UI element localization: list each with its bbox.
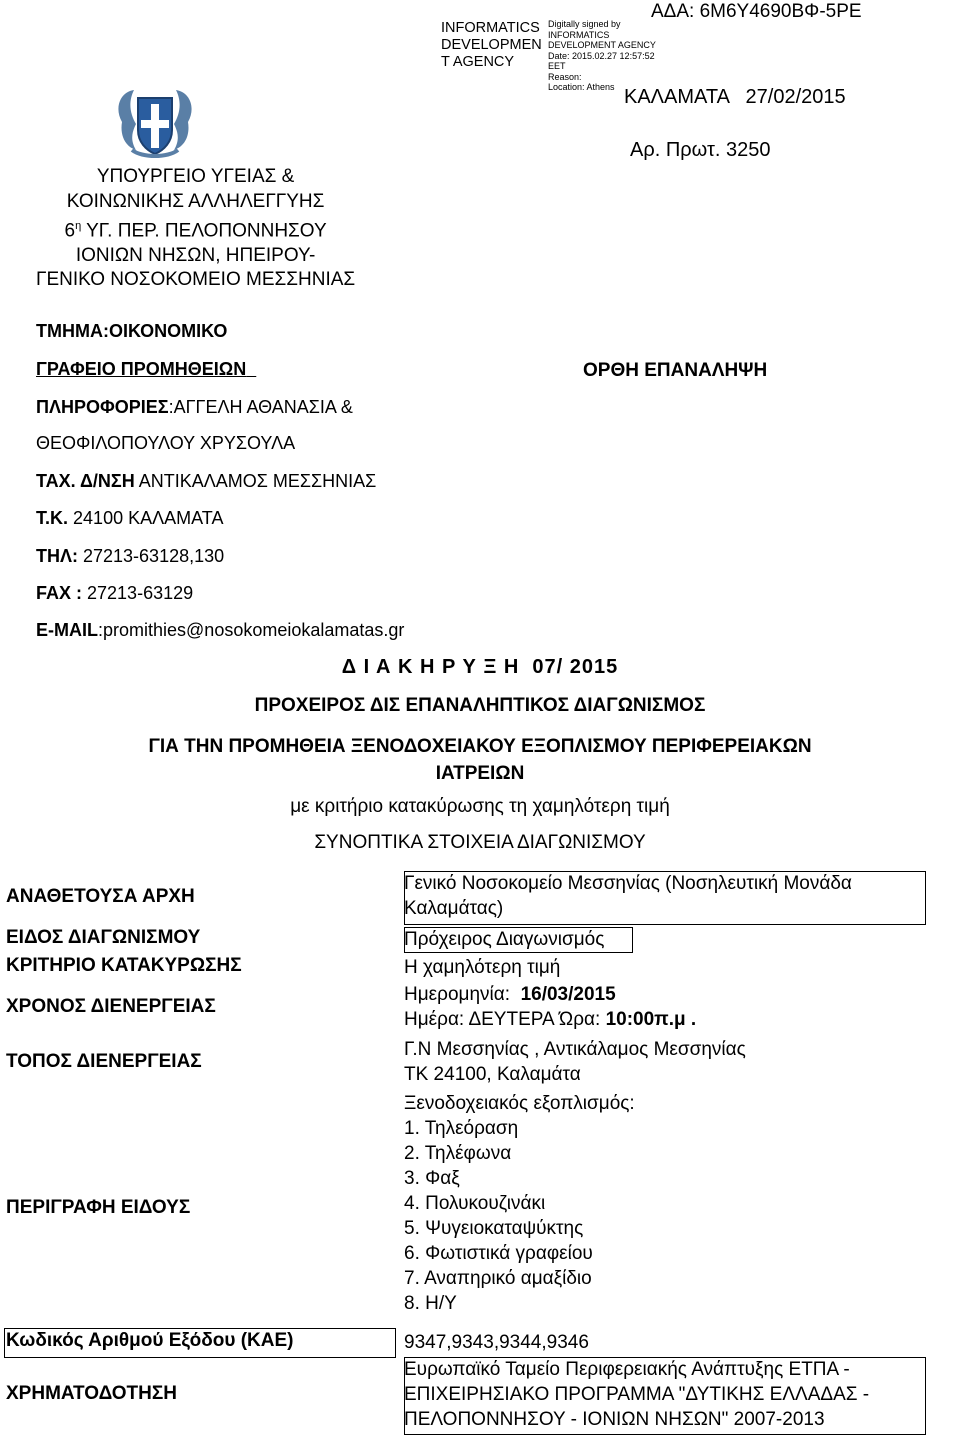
authority-box	[404, 871, 926, 925]
hospital-name: ΓΕΝΙΚΟ ΝΟΣΟΚΟΜΕΙΟ ΜΕΣΣΗΝΙΑΣ	[36, 269, 356, 291]
funding-box	[404, 1357, 926, 1435]
criterion-value: Η χαμηλότερη τιμή	[404, 957, 561, 978]
ministry-region-line	[36, 214, 355, 244]
funding-value: Ευρωπαϊκό Ταμείο Περιφερειακής Ανάπτυξης ΕΤΠΑ - ΕΠΙΧΕΙΡΗΣΙΑΚΟ ΠΡΟΓΡΑΜΜΑ "ΔΥΤΙΚΗΣ ΕΛΛΑΔΑΣ - ΠΕΛΟΠΟΝΝΗΣΟΥ - ΙΟΝΙΩΝ ΝΗΣΩΝ" 2007-2013	[404, 1359, 870, 1430]
correct-repetition-label: ΟΡΘΗ ΕΠΑΝΑΛΗΨΗ	[583, 360, 768, 381]
signature-meta-line: Digitally signed by	[548, 19, 621, 29]
criterion-label: ΚΡΙΤΗΡΙΟ ΚΑΤΑΚΥΡΩΣΗΣ	[6, 955, 242, 976]
award-criterion-line: με κριτήριο κατακύρωσης τη χαμηλότερη τιμή	[290, 796, 670, 817]
list-item: 2. Τηλέφωνα	[404, 1143, 512, 1164]
list-item: 8. Η/Υ	[404, 1293, 457, 1314]
ministry-line: ΚΟΙΝΩΝΙΚΗΣ ΑΛΛΗΛΕΓΓΥΗΣ	[66, 190, 325, 212]
document-date: ΚΑΛΑΜΑΤΑ 27/02/2015	[624, 86, 846, 108]
signature-meta-line: Reason:	[548, 71, 582, 82]
postal-code: Τ.Κ. 24100 ΚΑΛΑΜΑΤΑ	[36, 508, 224, 528]
email: E-MAIL:promithies@nosokomeiokalamatas.gr	[36, 620, 405, 640]
authority-value: Γενικό Νοσοκομείο Μεσσηνίας (Νοσηλευτική Μονάδα Καλαμάτας)	[404, 873, 852, 919]
place-value: Γ.Ν Μεσσηνίας , Αντικάλαμος Μεσσηνίας ΤΚ 24100, Καλαμάτα	[404, 1039, 746, 1085]
tender-type-label: ΕΙΔΟΣ ΔΙΑΓΩΝΙΣΜΟΥ	[6, 927, 201, 948]
fax: FAX : 27213-63129	[36, 583, 194, 603]
email-link[interactable]: :promithies@nosokomeiokalamatas.gr	[98, 620, 405, 640]
signature-meta-line: INFORMATICS	[548, 29, 610, 40]
signature-meta-line: Date: 2015.02.27 12:57:52	[548, 50, 655, 61]
description-value: Ξενοδοχειακός εξοπλισμός: 1. Τηλεόραση 2. Τηλέφωνα 3. Φαξ 4. Πολυκουζινάκι 5. Ψυγειοκαταψύκτης 6. Φωτιστικά γραφείου 7. Αναπηρικό αμαξίδιο 8. Η/Υ	[404, 1093, 635, 1314]
office: ΓΡΑΦΕΙΟ ΠΡΟΜΗΘΕΙΩΝ	[36, 359, 247, 379]
list-item: 3. Φαξ	[404, 1168, 460, 1189]
signature-details	[548, 19, 656, 93]
ministry-line: ΥΠΟΥΡΓΕΙΟ ΥΓΕΙΑΣ &	[96, 166, 295, 187]
kae-label: Κωδικός Αριθμού Εξόδου (ΚΑΕ)	[6, 1330, 294, 1351]
notice-subject: ΓΙΑ ΤΗΝ ΠΡΟΜΗΘΕΙΑ ΞΕΝΟΔΟΧΕΙΑΚΟΥ ΕΞΟΠΛΙΣΜΟΥ ΠΕΡΙΦΕΡΕΙΑΚΩΝ ΙΑΤΡΕΙΩΝ	[148, 736, 812, 784]
department: ΤΜΗΜΑ:ΟΙΚΟΝΟΜΙΚΟ	[36, 321, 228, 341]
notice-subtitle: ΠΡΟΧΕΙΡΟΣ ΔΙΣ ΕΠΑΝΑΛΗΠΤΙΚΟΣ ΔΙΑΓΩΝΙΣΜΟΣ	[254, 695, 706, 716]
phone: ΤΗΛ: 27213-63128,130	[36, 546, 225, 566]
postal-address: ΤΑΧ. Δ/ΝΣΗ ΑΝΤΙΚΑΛΑΜΟΣ ΜΕΣΣΗΝΙΑΣ	[36, 471, 377, 491]
list-item: 1. Τηλεόραση	[404, 1118, 519, 1139]
contact-persons: ΠΛΗΡΟΦΟΡΙΕΣ:ΑΓΓΕΛΗ ΑΘΑΝΑΣΙΑ &	[36, 397, 353, 417]
list-item: 7. Αναπηρικό αμαξίδιο	[404, 1268, 592, 1289]
list-item: 4. Πολυκουζινάκι	[404, 1193, 546, 1214]
ministry-line: ΙΟΝΙΩΝ ΝΗΣΩΝ, ΗΠΕΙΡΟΥ-	[75, 244, 316, 266]
region-number: 6	[64, 220, 76, 242]
kae-value: 9347,9343,9344,9346	[404, 1332, 589, 1353]
place-label: ΤΟΠΟΣ ΔΙΕΝΕΡΓΕΙΑΣ	[6, 1051, 202, 1072]
summary-heading: ΣΥΝΟΠΤΙΚΑ ΣΤΟΙΧΕΙΑ ΔΙΑΓΩΝΙΣΜΟΥ	[314, 832, 646, 853]
kae-box	[4, 1328, 396, 1358]
tender-type-box	[404, 927, 633, 953]
protocol-number: Αρ. Πρωτ. 3250	[630, 139, 771, 161]
notice-title: Δ Ι Α Κ Η Ρ Υ Ξ Η 07/ 2015	[341, 656, 619, 678]
signature-organization	[441, 20, 542, 71]
authority-label: ΑΝΑΘΕΤΟΥΣΑ ΑΡΧΗ	[6, 886, 195, 907]
signature-org-line: DEVELOPMEN	[441, 37, 542, 53]
description-label: ΠΕΡΙΓΡΑΦΗ ΕΙΔΟΥΣ	[6, 1197, 191, 1218]
ada-code: ΑΔΑ: 6Μ6Υ4690ΒΦ-5ΡΕ	[651, 1, 862, 22]
funding-label: ΧΡΗΜΑΤΟΔΟΤΗΣΗ	[6, 1383, 177, 1404]
time-value: Ημερομηνία: 16/03/2015 Ημέρα: ΔΕΥΤΕΡΑ Ώρα: 10:00π.μ .	[404, 984, 697, 1030]
signature-meta-line: DEVELOPMENT AGENCY	[548, 40, 656, 50]
contact-persons-cont: ΘΕΟΦΙΛΟΠΟΥΛΟΥ ΧΡΥΣΟΥΛΑ	[36, 433, 296, 453]
ministry-header	[36, 165, 355, 293]
list-item: 5. Ψυγειοκαταψύκτης	[404, 1218, 584, 1239]
tender-type-value: Πρόχειρος Διαγωνισμός	[404, 929, 605, 950]
greek-coat-of-arms-icon	[112, 84, 198, 160]
signature-org-line: T AGENCY	[441, 54, 515, 70]
signature-meta-line: EET	[548, 61, 566, 71]
list-item: 6. Φωτιστικά γραφείου	[404, 1243, 593, 1264]
ordinal-suffix: η	[75, 220, 82, 232]
signature-org-line: INFORMATICS	[441, 20, 540, 36]
region-name: ΥΓ. ΠΕΡ. ΠΕΛΟΠΟΝΝΗΣΟΥ	[81, 220, 327, 242]
time-label: ΧΡΟΝΟΣ ΔΙΕΝΕΡΓΕΙΑΣ	[6, 996, 216, 1017]
signature-meta-line: Location: Athens	[548, 82, 615, 92]
